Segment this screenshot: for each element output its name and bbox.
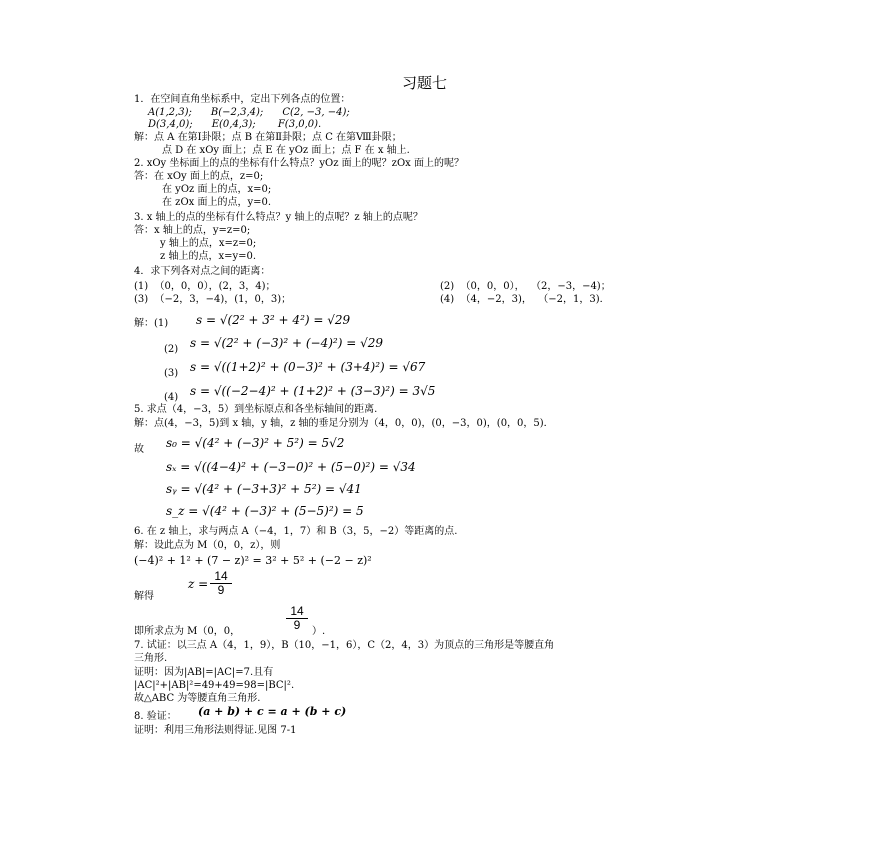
label-2: (2)	[164, 344, 179, 355]
solve-label: 解得	[134, 591, 154, 602]
result-fraction	[286, 605, 308, 632]
points-row-2: D(3,4,0); E(0,4,3); F(3,0,0).	[148, 119, 322, 130]
result-fraction-denominator: 9	[293, 618, 301, 632]
result-suffix: ）.	[312, 626, 326, 637]
distance-x-axis: sₓ = √((4−4)² + (−3−0)² + (5−0)²) = √34	[166, 460, 416, 474]
question-7-line-2: 三角形.	[134, 653, 168, 664]
question-8-label: 8. 验证：	[134, 711, 177, 722]
question-4: 4．求下列各对点之间的距离：	[134, 266, 271, 277]
answer-2-line-2: 在 yOz 面上的点，x=0;	[162, 184, 272, 195]
solution-4-label: 解：(1)	[134, 318, 169, 329]
answer-1-line-1: 解：点 A 在第Ⅰ卦限；点 B 在第Ⅱ卦限；点 C 在第Ⅷ卦限；	[134, 132, 402, 143]
answer-1-line-2: 点 D 在 xOy 面上；点 E 在 yOz 面上；点 F 在 x 轴上.	[162, 145, 410, 156]
fraction-denominator: 9	[217, 583, 225, 597]
z-equals: z =	[188, 577, 209, 591]
distance-formula-1: s = √(2² + 3² + 4²) = √29	[196, 313, 351, 327]
proof-8: 证明：利用三角形法则得证.见图 7-1	[134, 725, 297, 736]
question-7-line-1: 7. 试证：以三点 A（4，1，9），B（10，−1，6），C（2，4，3）为顶点的三角形是等腰直角	[134, 640, 555, 651]
points-row-1: A(1,2,3); B(−2,3,4); C(2, −3, −4);	[148, 107, 350, 118]
question-5: 5. 求点（4，−3，5）到坐标原点和各坐标轴间的距离.	[134, 404, 378, 415]
page-title: 习题七	[402, 74, 448, 92]
answer-3-line-1: 答：x 轴上的点，y=z=0;	[134, 225, 251, 236]
question-6: 6. 在 z 轴上，求与两点 A（−4，1，7）和 B（3，5，−2）等距离的点.	[134, 526, 458, 537]
solution-5: 解：点(4，−3，5)到 x 轴，y 轴，z 轴的垂足分别为（4，0，0)，(0，−3，0)，(0，0，5)．	[134, 418, 554, 429]
vector-identity: (a + b) + c = a + (b + c)	[198, 705, 347, 718]
equation-6: (−4)² + 1² + (7 − z)² = 3² + 5² + (−2 − z)²	[134, 554, 372, 567]
proof-7-line-3: 故△ABC 为等腰直角三角形.	[134, 693, 261, 704]
distance-formula-2: s = √(2² + (−3)² + (−4)²) = √29	[190, 336, 383, 350]
pair-2: (2) （0，0，0）， （2，−3，−4)；	[440, 281, 611, 292]
question-2: 2. xOy 坐标面上的点的坐标有什么特点？yOz 面上的呢？zOx 面上的呢？	[134, 158, 464, 169]
label-3: (3)	[164, 368, 179, 379]
distance-formula-4: s = √((−2−4)² + (1+2)² + (3−3)²) = 3√5	[190, 384, 436, 398]
proof-7-line-2: |AC|²+|AB|²=49+49=98=|BC|².	[134, 680, 295, 691]
fraction-numerator: 14	[210, 570, 232, 584]
result-fraction-numerator: 14	[286, 605, 308, 619]
pair-3: (3) （−2，3，−4)，(1，0，3)；	[134, 294, 292, 305]
z-fraction	[210, 570, 232, 597]
distance-origin: s₀ = √(4² + (−3)² + 5²) = 5√2	[166, 436, 345, 450]
distance-formula-3: s = √((1+2)² + (0−3)² + (3+4)²) = √67	[190, 360, 426, 374]
answer-2-line-3: 在 zOx 面上的点，y=0.	[162, 197, 272, 208]
proof-7-line-1: 证明：因为|AB|=|AC|=7.且有	[134, 667, 274, 678]
pair-4: (4) （4，−2，3)， （−2，1，3)．	[440, 294, 610, 305]
pair-1: (1) （0，0，0），(2，3，4)；	[134, 281, 276, 292]
solution-6: 解：设此点为 M（0，0，z），则	[134, 540, 281, 551]
distance-y-axis: sᵧ = √(4² + (−3+3)² + 5²) = √41	[166, 482, 362, 496]
distance-z-axis: s_z = √(4² + (−3)² + (5−5)²) = 5	[166, 504, 364, 518]
question-1: 1．在空间直角坐标系中，定出下列各点的位置：	[134, 94, 351, 105]
question-3: 3. x 轴上的点的坐标有什么特点？y 轴上的点呢？z 轴上的点呢？	[134, 212, 423, 223]
answer-2-line-1: 答：在 xOy 面上的点，z=0;	[134, 171, 264, 182]
answer-3-line-2: y 轴上的点，x=z=0;	[160, 238, 257, 249]
answer-3-line-3: z 轴上的点，x=y=0.	[160, 251, 257, 262]
label-4: (4)	[164, 392, 179, 403]
therefore-label: 故	[134, 444, 144, 455]
result-prefix: 即所求点为 M（0，0，	[134, 626, 241, 637]
